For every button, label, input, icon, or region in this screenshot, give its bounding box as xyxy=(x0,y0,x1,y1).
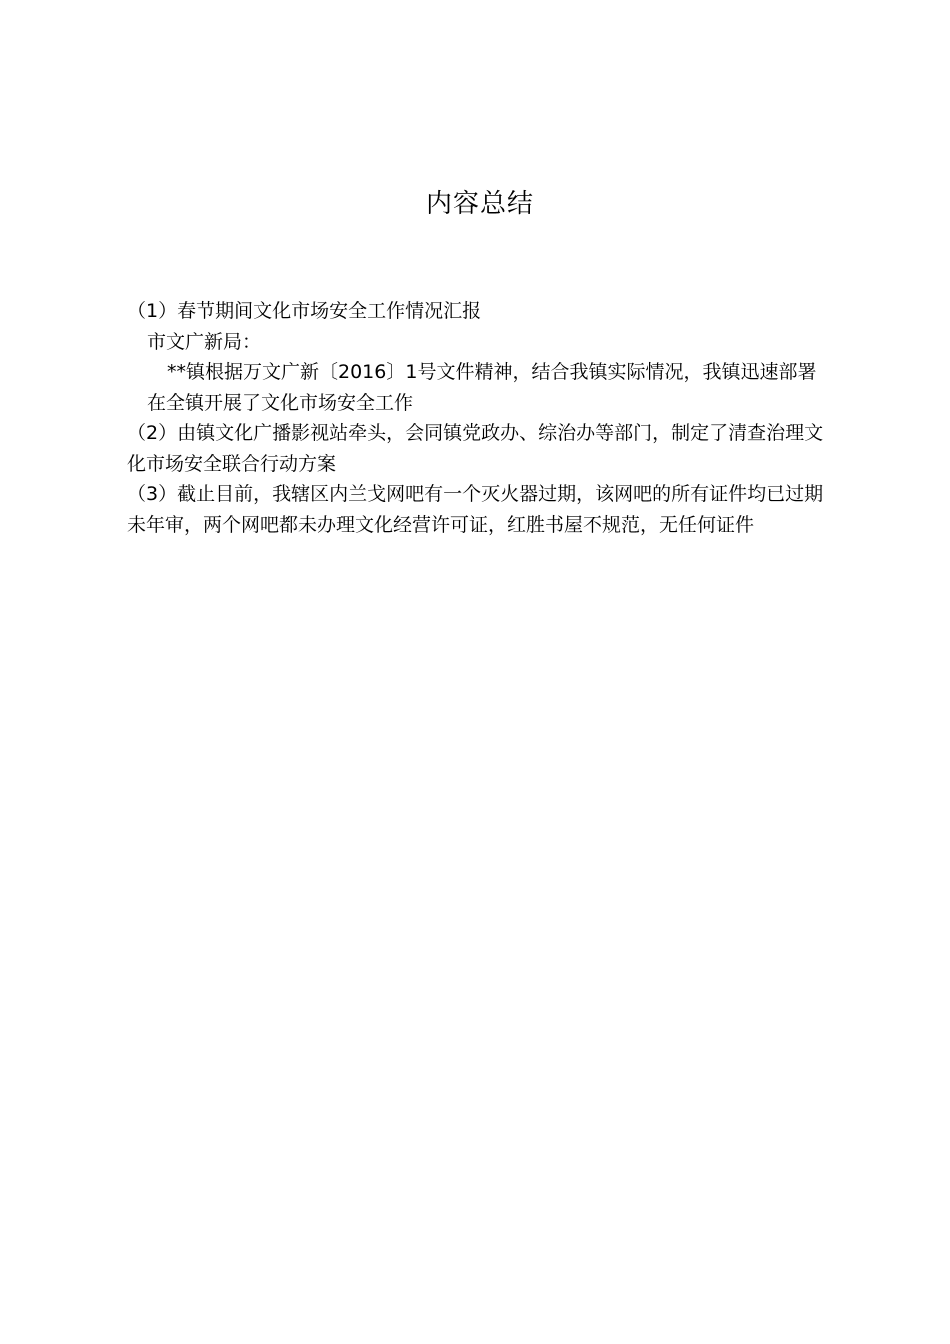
document-title: 内容总结 xyxy=(425,189,534,219)
paragraph-1: （1）春节期间文化市场安全工作情况汇报 xyxy=(127,300,482,322)
paragraph-2: 市文广新局： xyxy=(147,330,262,353)
paragraph-3: **镇根据万文广新〔2016〕1号文件精神，结合我镇实际情况，我镇迅速部署在全镇开展了文化市场安全工作 xyxy=(147,361,817,414)
document-body xyxy=(127,296,835,540)
paragraph-5: （3）截止目前，我辖区内兰戈网吧有一个灭火器过期，该网吧的所有证件均已过期未年审，两个网吧都未办理文化经营许可证，红胜书屋不规范，无任何证件 xyxy=(127,483,824,536)
paragraph-4: （2）由镇文化广播影视站牵头，会同镇党政办、综治办等部门，制定了清查治理文化市场安全联合行动方案 xyxy=(127,422,824,475)
